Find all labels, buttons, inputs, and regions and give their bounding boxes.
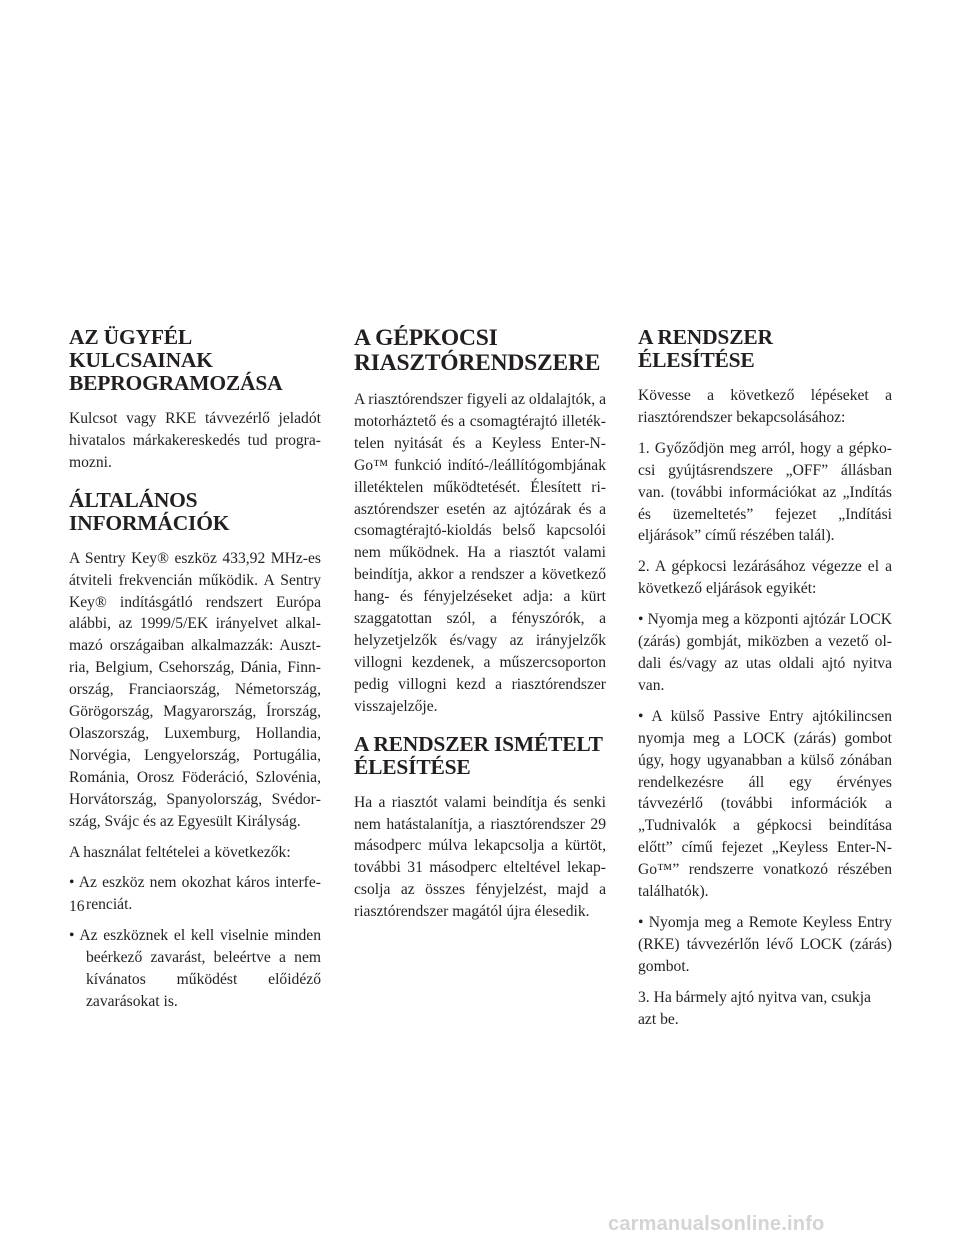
- section-heading-alarm-system: A GÉPKOCSI RIASZTÓRENDSZERE: [354, 325, 601, 376]
- arming-paragraph: 2. A gépkocsi lezárásához végezze el a következő eljárások egyikét:: [638, 558, 892, 598]
- section-heading-key-programming: AZ ÜGYFÉL KULCSAINAK BEPROGRAMOZÁSA: [69, 325, 283, 395]
- section-heading-general-info: ÁLTALÁNOS INFORMÁCIÓK: [69, 487, 230, 535]
- section-heading-arming: A RENDSZER ÉLESÍTÉSE: [638, 325, 773, 372]
- conditions-list: [69, 872, 321, 1012]
- arming-paragraph: • A külső Passive Entry ajtókilincsen nyomja meg a LOCK (zárás) gombot úgy, hogy ugyanabban a külső zónában rendelkezésre áll egy érvényes távvezérlő (további információk a „Tudnivalók a gépkocsi beindítása előtt” című fejezet „Keyless Enter-N-Go™” rendszerre vonatkozó részében találhatók).: [638, 707, 892, 901]
- arming-paragraph: 1. Győződjön meg arról, hogy a gépkocsi gyújtásrendszere „OFF” állásban van. (további információkat az „Indítás és üzemeltetés” fejezet „Indítási eljárások” című részében talál).: [638, 439, 892, 545]
- key-programming-text: Kulcsot vagy RKE távvezérlő jeladót hivatalos márkakereskedés tud programozni.: [69, 410, 321, 471]
- list-item: • Az eszköz nem okozhat káros interferenciát.: [69, 874, 321, 914]
- watermark: carmanualsonline.info: [608, 1213, 825, 1235]
- section-heading-rearming: A RENDSZER ISMÉTELT ÉLESÍTÉSE: [354, 731, 603, 779]
- left-column: [69, 326, 321, 1022]
- conditions-intro: A használat feltételei a következők:: [69, 843, 291, 861]
- arming-paragraph: 3. Ha bármely ajtó nyitva van, csukja azt be.: [638, 988, 871, 1028]
- arming-paragraph: • Nyomja meg a központi ajtózár LOCK (zárás) gombját, miközben a vezető oldali és/vagy az utas oldali ajtó nyitva van.: [638, 611, 892, 694]
- alarm-system-text: A riasztórendszer figyeli az oldalajtók, a motorháztető és a csomagtérajtó illetéktelen nyitását és a Keyless Enter-N-Go™ funkció indító-/leállítógombjának illetéktelen működtetését. Élesített riasztórendszer esetén az ajtózárak és a csomagtérajtó-kioldás belső kapcsolói nem működnek. Ha a riasztót valami beindítja, akkor a rendszer a következő hang- és fényjelzéseket adja: a kürt szaggatottan szól, a fényszórók, a helyzetjelzők és/vagy az irányjelzők villogni kezdenek, a műszercsoporton pedig villogni kezd a riasztórendszer visszajelzője.: [354, 391, 606, 715]
- rearming-text: Ha a riasztót valami beindítja és senki nem hatástalanítja, a riasztórendszer 29 másodperc múlva lekapcsolja a kürtöt, további 31 másodperc elteltével lekapcsolja az összes fényjelzést, majd a riasztórendszer magától újra élesedik.: [354, 793, 606, 921]
- middle-column: [354, 326, 606, 932]
- list-item: • Az eszköznek el kell viselnie minden beérkező zavarást, beleértve a nem kívánatos működést előidéző zavarásokat is.: [69, 927, 321, 1010]
- page-number: 16: [69, 898, 85, 915]
- arming-paragraph: Kövesse a következő lépéseket a riasztórendszer bekapcsolásához:: [638, 387, 892, 426]
- right-column: [638, 326, 892, 1039]
- arming-paragraph: • Nyomja meg a Remote Keyless Entry (RKE) távvezérlőn lévő LOCK (zárás) gombot.: [638, 913, 892, 975]
- general-info-text: A Sentry Key® eszköz 433,92 MHz-es átviteli frekvencián működik. A Sentry Key® indításgátló rendszert Európa alábbi, az 1999/5/EK irányelvet alkalmazó országaiban alkalmazzák: Ausztria, Belgium, Csehország, Dánia, Finnország, Franciaország, Németország, Görögország, Magyarország, Írország, Olaszország, Luxemburg, Hollandia, Norvégia, Lengyelország, Portugália, Románia, Orosz Föderáció, Szlovénia, Horvátország, Spanyolország, Svédország, Svájc és az Egyesült Királyság.: [69, 549, 321, 830]
